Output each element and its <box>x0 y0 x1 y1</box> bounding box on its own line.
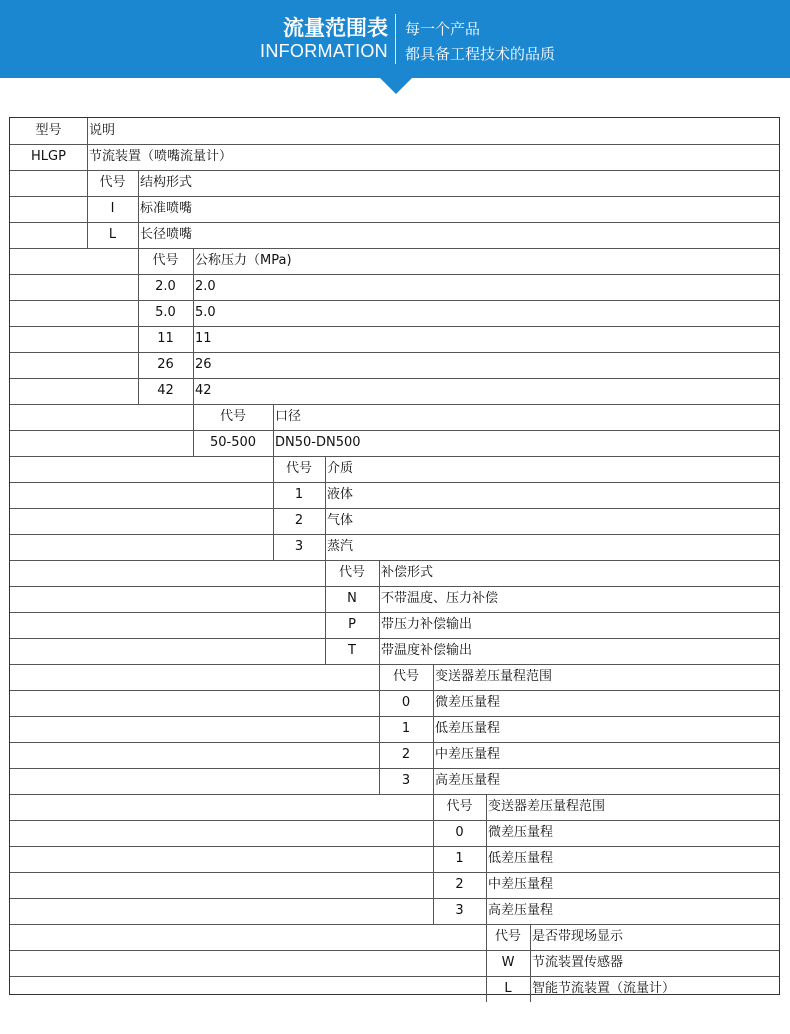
code-cell: 代号 <box>446 799 473 814</box>
code-cell: 3 <box>455 903 464 918</box>
row-divider <box>10 248 779 249</box>
row-divider <box>10 950 779 951</box>
row-divider <box>10 378 779 379</box>
row-divider <box>10 534 779 535</box>
row-divider <box>10 508 779 509</box>
description-cell: 26 <box>195 357 212 372</box>
row-divider <box>10 352 779 353</box>
description-cell: 气体 <box>327 513 354 528</box>
code-cell: 3 <box>401 773 411 788</box>
description-cell: 口径 <box>275 409 302 424</box>
row-divider <box>10 768 779 769</box>
code-cell: W <box>501 955 515 970</box>
description-cell: DN50-DN500 <box>275 435 361 450</box>
code-cell: I <box>110 201 115 216</box>
description-cell: 带压力补偿输出 <box>381 617 473 632</box>
code-cell: 代号 <box>338 565 365 580</box>
column-divider <box>138 170 139 248</box>
description-cell: 42 <box>195 383 212 398</box>
description-cell: 液体 <box>327 487 354 502</box>
column-divider <box>486 924 487 1002</box>
column-divider <box>433 794 434 924</box>
row-divider <box>10 274 779 275</box>
code-cell: 0 <box>401 695 411 710</box>
code-cell: 0 <box>455 825 464 840</box>
description-cell: 中差压量程 <box>488 877 554 892</box>
row-divider <box>10 846 779 847</box>
row-divider <box>10 976 779 977</box>
row-divider <box>10 586 779 587</box>
slogan-line-2: 都具备工程技术的品质 <box>405 45 556 63</box>
description-cell: 变送器差压量程范围 <box>435 669 553 684</box>
banner-pointer <box>378 76 414 94</box>
description-cell: 高差压量程 <box>435 773 501 788</box>
column-divider <box>486 794 487 924</box>
code-cell: 2.0 <box>155 279 176 294</box>
code-cell: HLGP <box>31 149 66 164</box>
description-cell: 2.0 <box>195 279 216 294</box>
code-cell: 2 <box>401 747 411 762</box>
flow-range-table <box>9 117 780 995</box>
code-cell: T <box>348 643 356 658</box>
code-cell: 代号 <box>152 253 179 268</box>
header-divider <box>395 14 396 64</box>
column-divider <box>379 664 380 794</box>
description-cell: 是否带现场显示 <box>532 929 624 944</box>
code-cell: 1 <box>455 851 464 866</box>
code-cell: N <box>347 591 357 606</box>
code-cell: 代号 <box>285 461 312 476</box>
description-cell: 节流装置（喷嘴流量计） <box>89 149 233 164</box>
row-divider <box>10 638 779 639</box>
page-subtitle: INFORMATION <box>260 41 388 61</box>
code-cell: 2 <box>294 513 304 528</box>
header-banner <box>0 0 790 78</box>
code-cell: L <box>108 227 117 242</box>
description-cell: 微差压量程 <box>488 825 554 840</box>
code-cell: 代号 <box>494 929 521 944</box>
code-cell: L <box>504 981 512 996</box>
description-cell: 长径喷嘴 <box>140 227 193 242</box>
row-divider <box>10 300 779 301</box>
description-cell: 说明 <box>89 123 116 138</box>
row-divider <box>10 404 779 405</box>
page-title: 流量范围表 <box>283 16 388 40</box>
description-cell: 高差压量程 <box>488 903 554 918</box>
code-cell: 42 <box>157 383 174 398</box>
description-cell: 微差压量程 <box>435 695 501 710</box>
code-cell: 3 <box>294 539 304 554</box>
row-divider <box>10 482 779 483</box>
row-divider <box>10 560 779 561</box>
row-divider <box>10 326 779 327</box>
code-cell: 代号 <box>219 409 246 424</box>
description-cell: 补偿形式 <box>381 565 434 580</box>
code-cell: 26 <box>157 357 174 372</box>
row-divider <box>10 430 779 431</box>
row-divider <box>10 872 779 873</box>
column-divider <box>433 664 434 794</box>
description-cell: 低差压量程 <box>488 851 554 866</box>
row-divider <box>10 612 779 613</box>
description-cell: 标准喷嘴 <box>140 201 193 216</box>
description-cell: 5.0 <box>195 305 216 320</box>
row-divider <box>10 690 779 691</box>
code-cell: 50-500 <box>209 435 257 450</box>
row-divider <box>10 898 779 899</box>
code-cell: 5.0 <box>155 305 176 320</box>
code-cell: 1 <box>294 487 304 502</box>
row-divider <box>10 742 779 743</box>
row-divider <box>10 144 779 145</box>
description-cell: 中差压量程 <box>435 747 501 762</box>
row-divider <box>10 664 779 665</box>
description-cell: 11 <box>195 331 212 346</box>
code-cell: 型号 <box>35 123 62 138</box>
column-divider <box>530 924 531 1002</box>
description-cell: 智能节流装置（流量计） <box>532 981 676 996</box>
description-cell: 带温度补偿输出 <box>381 643 473 658</box>
code-cell: P <box>348 617 356 632</box>
code-cell: 代号 <box>392 669 419 684</box>
description-cell: 节流装置传感器 <box>532 955 624 970</box>
description-cell: 不带温度、压力补偿 <box>381 591 499 606</box>
slogan-line-1: 每一个产品 <box>405 20 481 38</box>
description-cell: 蒸汽 <box>327 539 354 554</box>
row-divider <box>10 170 779 171</box>
description-cell: 公称压力（MPa) <box>195 253 292 268</box>
code-cell: 2 <box>455 877 464 892</box>
description-cell: 变送器差压量程范围 <box>488 799 606 814</box>
column-divider <box>87 170 88 248</box>
description-cell: 低差压量程 <box>435 721 501 736</box>
row-divider <box>10 716 779 717</box>
row-divider <box>10 794 779 795</box>
description-cell: 结构形式 <box>140 175 193 190</box>
description-cell: 介质 <box>327 461 354 476</box>
code-cell: 1 <box>401 721 411 736</box>
row-divider <box>10 820 779 821</box>
row-divider <box>10 196 779 197</box>
row-divider <box>10 924 779 925</box>
row-divider <box>10 222 779 223</box>
code-cell: 代号 <box>99 175 126 190</box>
row-divider <box>10 456 779 457</box>
code-cell: 11 <box>157 331 174 346</box>
